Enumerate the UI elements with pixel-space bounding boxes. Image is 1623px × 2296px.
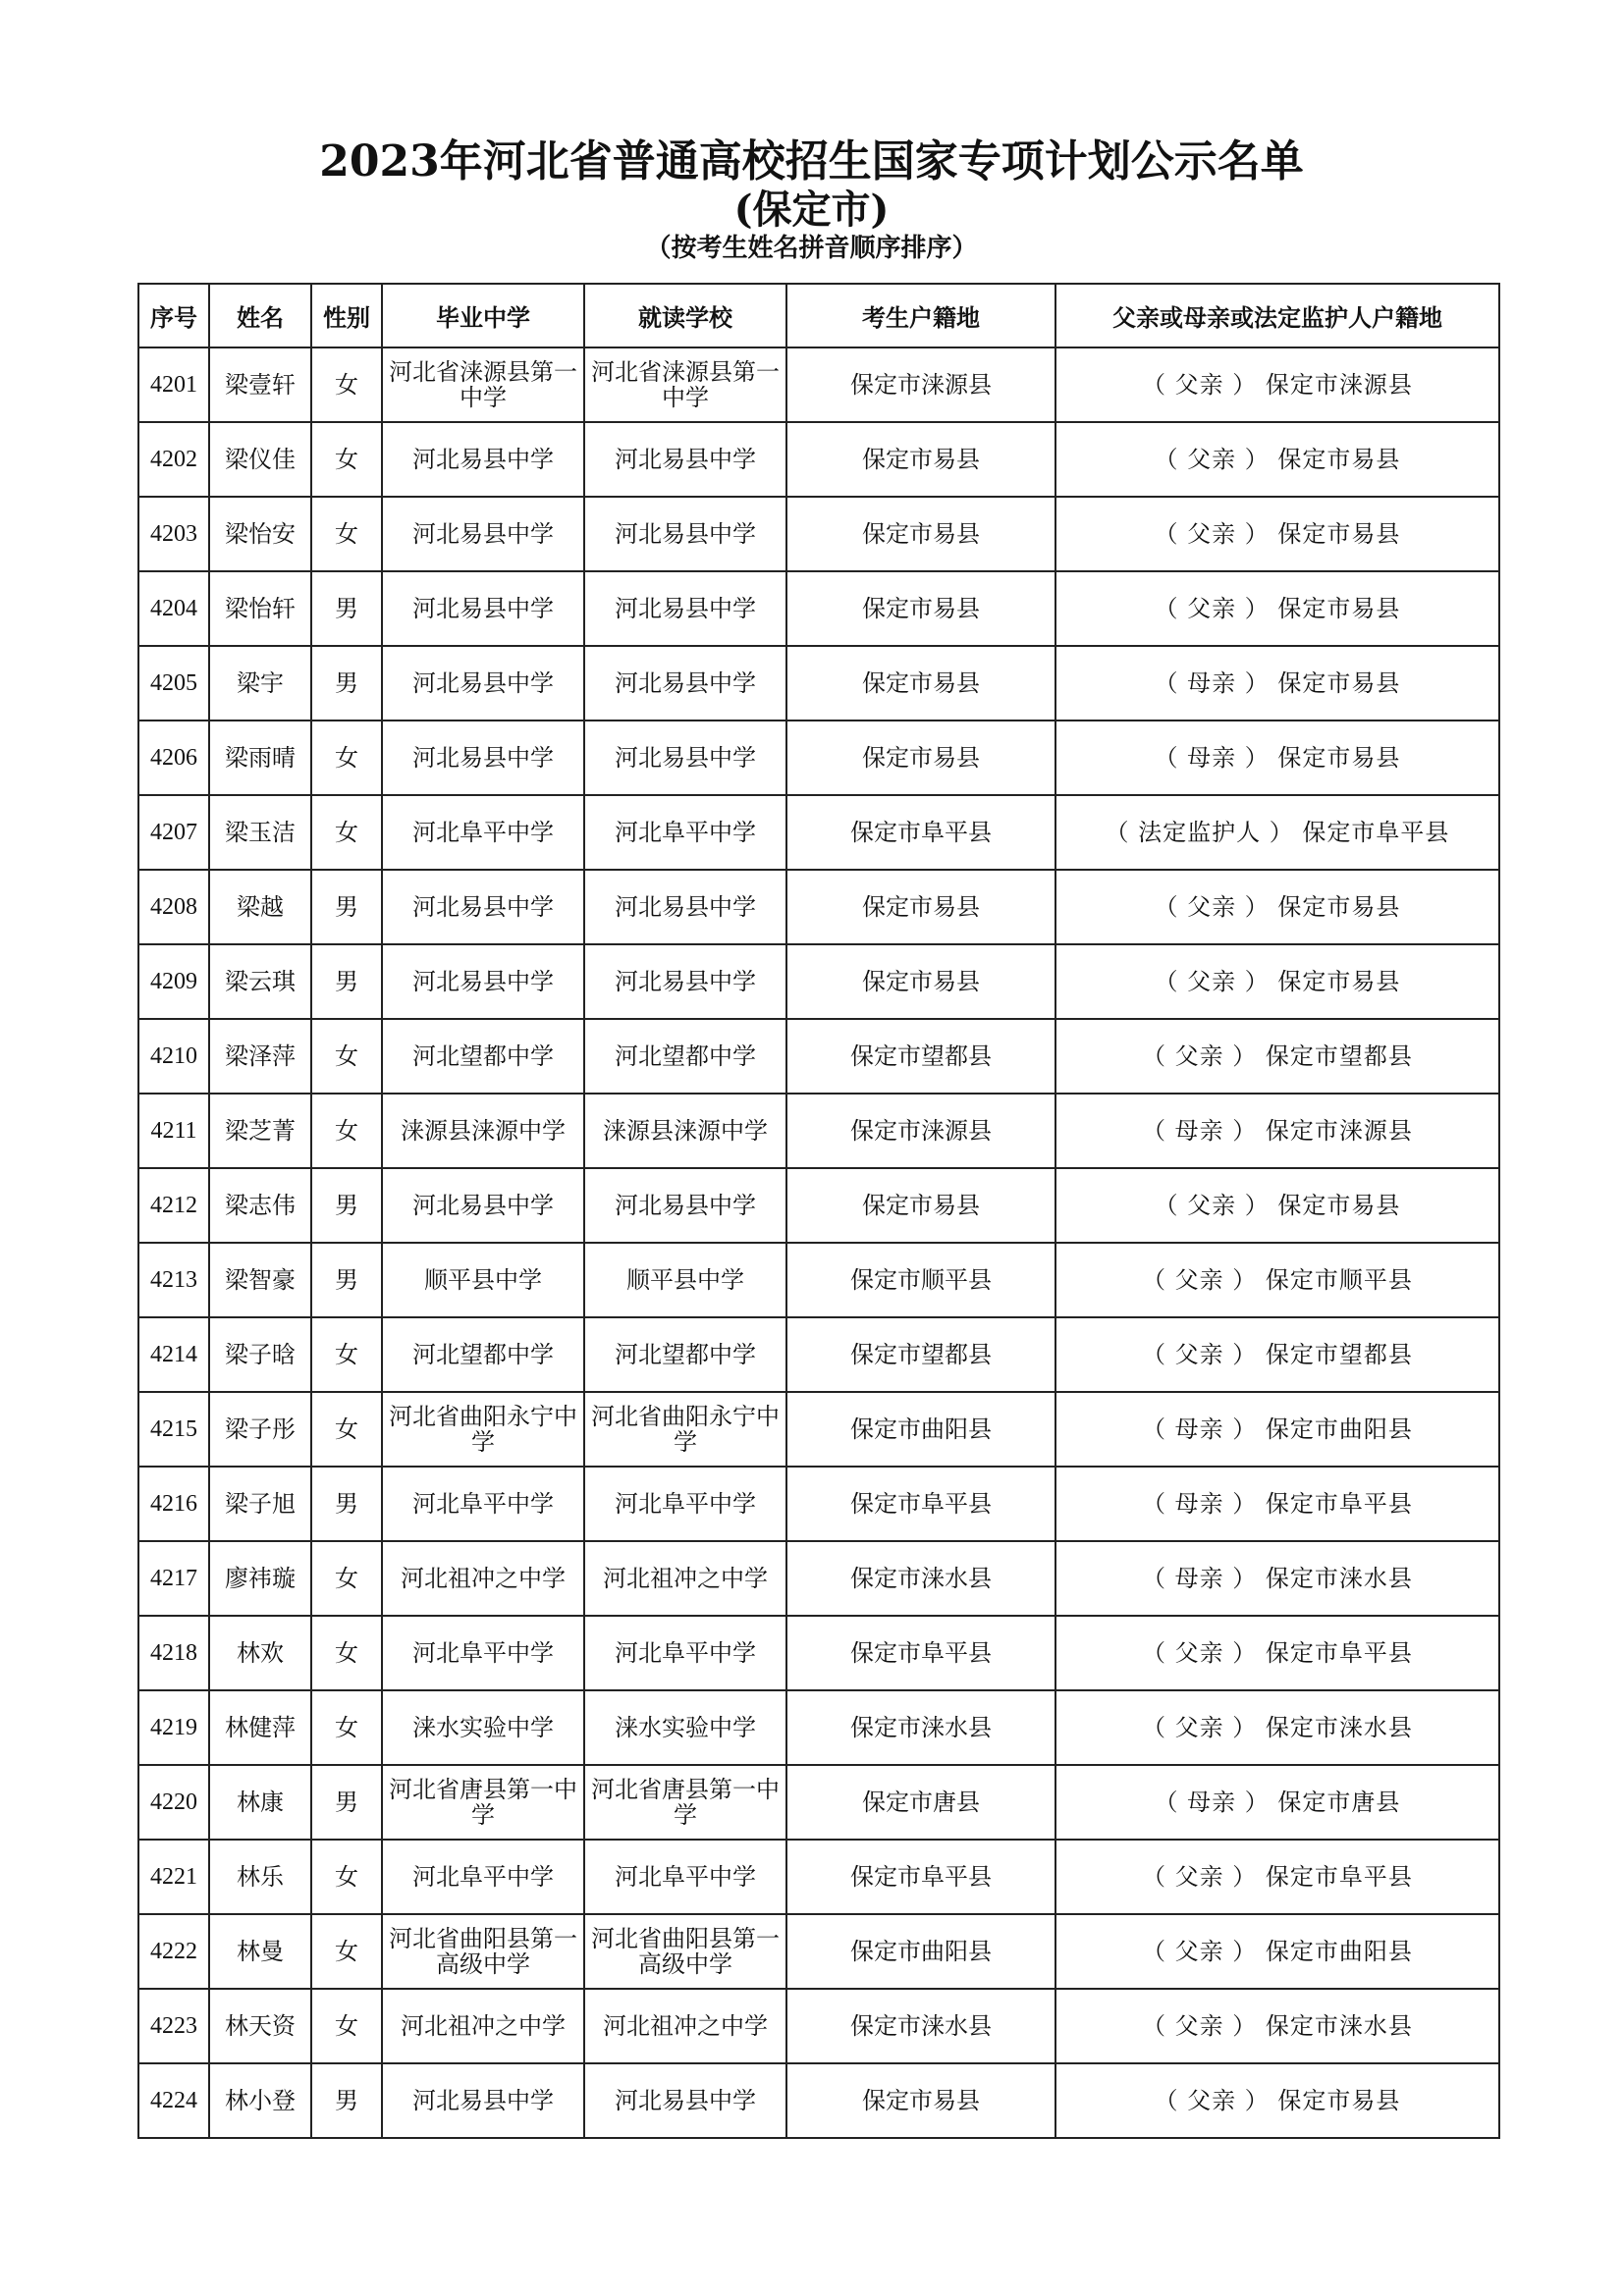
cell-grad-school: 河北阜平中学 [382, 1840, 584, 1914]
cell-name: 林康 [209, 1765, 311, 1840]
cell-study-school: 河北阜平中学 [584, 1467, 786, 1541]
cell-name: 廖祎璇 [209, 1541, 311, 1616]
cell-guardian-hukou: （ 母亲 ） 保定市阜平县 [1055, 1467, 1499, 1541]
cell-hukou: 保定市顺平县 [786, 1243, 1055, 1317]
cell-grad-school: 河北阜平中学 [382, 1467, 584, 1541]
cell-study-school: 河北省唐县第一中学 [584, 1765, 786, 1840]
table-row [138, 1840, 1499, 1914]
cell-name: 梁雨晴 [209, 721, 311, 795]
cell-grad-school: 河北省涞源县第一中学 [382, 347, 584, 422]
cell-id: 4210 [138, 1019, 209, 1094]
cell-gender: 男 [311, 646, 382, 721]
cell-grad-school: 河北易县中学 [382, 2063, 584, 2138]
cell-name: 林小登 [209, 2063, 311, 2138]
cell-grad-school: 河北易县中学 [382, 571, 584, 646]
cell-guardian-hukou: （ 父亲 ） 保定市易县 [1055, 1168, 1499, 1243]
table-row [138, 1168, 1499, 1243]
table-row [138, 1467, 1499, 1541]
cell-hukou: 保定市望都县 [786, 1019, 1055, 1094]
cell-study-school: 河北阜平中学 [584, 1616, 786, 1690]
table-row [138, 870, 1499, 944]
cell-hukou: 保定市唐县 [786, 1765, 1055, 1840]
cell-study-school: 河北望都中学 [584, 1019, 786, 1094]
cell-name: 林健萍 [209, 1690, 311, 1765]
table-row [138, 795, 1499, 870]
cell-grad-school: 涞源县涞源中学 [382, 1094, 584, 1168]
table-row [138, 1243, 1499, 1317]
cell-guardian-hukou: （ 父亲 ） 保定市望都县 [1055, 1019, 1499, 1094]
cell-id: 4217 [138, 1541, 209, 1616]
col-header-gender: 性别 [311, 284, 382, 347]
cell-name: 梁玉洁 [209, 795, 311, 870]
cell-study-school: 河北易县中学 [584, 2063, 786, 2138]
table-row [138, 646, 1499, 721]
cell-gender: 女 [311, 1914, 382, 1989]
cell-hukou: 保定市易县 [786, 2063, 1055, 2138]
table-row [138, 1690, 1499, 1765]
cell-gender: 女 [311, 347, 382, 422]
cell-study-school: 河北省曲阳永宁中学 [584, 1392, 786, 1467]
cell-study-school: 河北易县中学 [584, 571, 786, 646]
table-row [138, 944, 1499, 1019]
cell-name: 梁怡安 [209, 497, 311, 571]
table-row [138, 1765, 1499, 1840]
table-header-row [138, 284, 1499, 347]
cell-grad-school: 河北省唐县第一中学 [382, 1765, 584, 1840]
table-row [138, 1019, 1499, 1094]
cell-gender: 男 [311, 1765, 382, 1840]
cell-gender: 女 [311, 1392, 382, 1467]
cell-guardian-hukou: （ 父亲 ） 保定市曲阳县 [1055, 1914, 1499, 1989]
cell-gender: 女 [311, 1317, 382, 1392]
cell-guardian-hukou: （ 母亲 ） 保定市易县 [1055, 721, 1499, 795]
cell-gender: 女 [311, 795, 382, 870]
table-row [138, 1914, 1499, 1989]
cell-name: 梁智豪 [209, 1243, 311, 1317]
cell-guardian-hukou: （ 父亲 ） 保定市易县 [1055, 422, 1499, 497]
cell-id: 4213 [138, 1243, 209, 1317]
cell-hukou: 保定市阜平县 [786, 1467, 1055, 1541]
cell-name: 梁芝菁 [209, 1094, 311, 1168]
table-row [138, 422, 1499, 497]
cell-hukou: 保定市曲阳县 [786, 1392, 1055, 1467]
cell-guardian-hukou: （ 父亲 ） 保定市易县 [1055, 497, 1499, 571]
cell-gender: 女 [311, 1840, 382, 1914]
cell-grad-school: 河北易县中学 [382, 1168, 584, 1243]
cell-gender: 男 [311, 944, 382, 1019]
cell-name: 梁壹轩 [209, 347, 311, 422]
cell-id: 4219 [138, 1690, 209, 1765]
cell-id: 4211 [138, 1094, 209, 1168]
cell-name: 梁子晗 [209, 1317, 311, 1392]
cell-id: 4221 [138, 1840, 209, 1914]
cell-hukou: 保定市易县 [786, 1168, 1055, 1243]
cell-guardian-hukou: （ 父亲 ） 保定市涞水县 [1055, 1690, 1499, 1765]
cell-guardian-hukou: （ 父亲 ） 保定市涞源县 [1055, 347, 1499, 422]
table-row [138, 1616, 1499, 1690]
cell-hukou: 保定市涞水县 [786, 1989, 1055, 2063]
cell-guardian-hukou: （ 法定监护人 ） 保定市阜平县 [1055, 795, 1499, 870]
roster-table [137, 283, 1500, 2139]
cell-grad-school: 河北易县中学 [382, 870, 584, 944]
cell-id: 4208 [138, 870, 209, 944]
cell-grad-school: 河北易县中学 [382, 721, 584, 795]
cell-id: 4207 [138, 795, 209, 870]
cell-guardian-hukou: （ 母亲 ） 保定市涞水县 [1055, 1541, 1499, 1616]
cell-study-school: 河北易县中学 [584, 646, 786, 721]
cell-hukou: 保定市阜平县 [786, 1840, 1055, 1914]
cell-hukou: 保定市易县 [786, 422, 1055, 497]
cell-gender: 男 [311, 571, 382, 646]
cell-gender: 女 [311, 1019, 382, 1094]
table-body [138, 347, 1499, 2138]
cell-hukou: 保定市曲阳县 [786, 1914, 1055, 1989]
cell-grad-school: 涞水实验中学 [382, 1690, 584, 1765]
col-header-name: 姓名 [209, 284, 311, 347]
cell-grad-school: 河北省曲阳县第一高级中学 [382, 1914, 584, 1989]
cell-grad-school: 河北望都中学 [382, 1019, 584, 1094]
cell-name: 林天资 [209, 1989, 311, 2063]
cell-grad-school: 河北阜平中学 [382, 1616, 584, 1690]
cell-name: 梁子彤 [209, 1392, 311, 1467]
cell-gender: 女 [311, 1690, 382, 1765]
cell-id: 4202 [138, 422, 209, 497]
cell-gender: 女 [311, 721, 382, 795]
cell-hukou: 保定市阜平县 [786, 1616, 1055, 1690]
cell-guardian-hukou: （ 父亲 ） 保定市阜平县 [1055, 1616, 1499, 1690]
cell-study-school: 涞水实验中学 [584, 1690, 786, 1765]
cell-hukou: 保定市易县 [786, 944, 1055, 1019]
cell-name: 梁子旭 [209, 1467, 311, 1541]
cell-grad-school: 河北易县中学 [382, 944, 584, 1019]
cell-gender: 女 [311, 1541, 382, 1616]
table-row [138, 497, 1499, 571]
cell-name: 梁仪佳 [209, 422, 311, 497]
cell-study-school: 河北省涞源县第一中学 [584, 347, 786, 422]
cell-guardian-hukou: （ 母亲 ） 保定市曲阳县 [1055, 1392, 1499, 1467]
cell-guardian-hukou: （ 父亲 ） 保定市易县 [1055, 571, 1499, 646]
cell-grad-school: 河北省曲阳永宁中学 [382, 1392, 584, 1467]
cell-hukou: 保定市易县 [786, 870, 1055, 944]
cell-study-school: 河北易县中学 [584, 422, 786, 497]
cell-gender: 男 [311, 1243, 382, 1317]
cell-study-school: 顺平县中学 [584, 1243, 786, 1317]
cell-study-school: 河北阜平中学 [584, 795, 786, 870]
sort-note: （按考生姓名拼音顺序排序） [645, 234, 978, 263]
cell-name: 梁志伟 [209, 1168, 311, 1243]
cell-study-school: 河北祖冲之中学 [584, 1989, 786, 2063]
cell-id: 4222 [138, 1914, 209, 1989]
col-header-hukou: 考生户籍地 [786, 284, 1055, 347]
cell-guardian-hukou: （ 父亲 ） 保定市易县 [1055, 944, 1499, 1019]
cell-id: 4215 [138, 1392, 209, 1467]
cell-hukou: 保定市易县 [786, 646, 1055, 721]
cell-study-school: 河北易县中学 [584, 497, 786, 571]
cell-hukou: 保定市望都县 [786, 1317, 1055, 1392]
cell-grad-school: 顺平县中学 [382, 1243, 584, 1317]
cell-study-school: 涞源县涞源中学 [584, 1094, 786, 1168]
table-row [138, 721, 1499, 795]
cell-gender: 女 [311, 422, 382, 497]
cell-study-school: 河北易县中学 [584, 944, 786, 1019]
table-row [138, 1392, 1499, 1467]
cell-gender: 女 [311, 1094, 382, 1168]
col-header-id: 序号 [138, 284, 209, 347]
cell-grad-school: 河北望都中学 [382, 1317, 584, 1392]
cell-name: 林欢 [209, 1616, 311, 1690]
cell-study-school: 河北阜平中学 [584, 1840, 786, 1914]
cell-id: 4206 [138, 721, 209, 795]
cell-gender: 女 [311, 497, 382, 571]
cell-id: 4216 [138, 1467, 209, 1541]
table-row [138, 1094, 1499, 1168]
cell-gender: 女 [311, 1989, 382, 2063]
cell-guardian-hukou: （ 母亲 ） 保定市涞源县 [1055, 1094, 1499, 1168]
cell-guardian-hukou: （ 父亲 ） 保定市易县 [1055, 2063, 1499, 2138]
cell-guardian-hukou: （ 母亲 ） 保定市唐县 [1055, 1765, 1499, 1840]
cell-grad-school: 河北易县中学 [382, 497, 584, 571]
cell-id: 4204 [138, 571, 209, 646]
cell-name: 林乐 [209, 1840, 311, 1914]
cell-hukou: 保定市涞源县 [786, 347, 1055, 422]
cell-gender: 女 [311, 1616, 382, 1690]
cell-gender: 男 [311, 1467, 382, 1541]
cell-hukou: 保定市涞水县 [786, 1541, 1055, 1616]
cell-name: 梁泽萍 [209, 1019, 311, 1094]
cell-grad-school: 河北易县中学 [382, 646, 584, 721]
col-header-grad-school: 毕业中学 [382, 284, 584, 347]
cell-id: 4223 [138, 1989, 209, 2063]
cell-guardian-hukou: （ 父亲 ） 保定市顺平县 [1055, 1243, 1499, 1317]
cell-grad-school: 河北祖冲之中学 [382, 1541, 584, 1616]
cell-study-school: 河北易县中学 [584, 721, 786, 795]
page-title: 2023年河北省普通高校招生国家专项计划公示名单 [319, 136, 1304, 187]
table-row [138, 347, 1499, 422]
cell-gender: 男 [311, 1168, 382, 1243]
table-row [138, 1541, 1499, 1616]
cell-hukou: 保定市易县 [786, 721, 1055, 795]
cell-hukou: 保定市易县 [786, 497, 1055, 571]
cell-grad-school: 河北阜平中学 [382, 795, 584, 870]
cell-study-school: 河北省曲阳县第一高级中学 [584, 1914, 786, 1989]
cell-id: 4212 [138, 1168, 209, 1243]
cell-study-school: 河北祖冲之中学 [584, 1541, 786, 1616]
table-row [138, 2063, 1499, 2138]
cell-id: 4224 [138, 2063, 209, 2138]
cell-name: 林曼 [209, 1914, 311, 1989]
cell-guardian-hukou: （ 父亲 ） 保定市阜平县 [1055, 1840, 1499, 1914]
cell-guardian-hukou: （ 父亲 ） 保定市望都县 [1055, 1317, 1499, 1392]
cell-guardian-hukou: （ 母亲 ） 保定市易县 [1055, 646, 1499, 721]
cell-id: 4201 [138, 347, 209, 422]
cell-guardian-hukou: （ 父亲 ） 保定市易县 [1055, 870, 1499, 944]
cell-grad-school: 河北易县中学 [382, 422, 584, 497]
cell-study-school: 河北望都中学 [584, 1317, 786, 1392]
cell-name: 梁怡轩 [209, 571, 311, 646]
cell-name: 梁云琪 [209, 944, 311, 1019]
cell-gender: 男 [311, 2063, 382, 2138]
page-subtitle: (保定市) [733, 187, 890, 233]
cell-study-school: 河北易县中学 [584, 870, 786, 944]
cell-name: 梁宇 [209, 646, 311, 721]
cell-guardian-hukou: （ 父亲 ） 保定市涞水县 [1055, 1989, 1499, 2063]
cell-id: 4203 [138, 497, 209, 571]
cell-hukou: 保定市阜平县 [786, 795, 1055, 870]
table-row [138, 1317, 1499, 1392]
cell-id: 4218 [138, 1616, 209, 1690]
cell-id: 4220 [138, 1765, 209, 1840]
table-row [138, 571, 1499, 646]
cell-gender: 男 [311, 870, 382, 944]
cell-id: 4209 [138, 944, 209, 1019]
cell-id: 4205 [138, 646, 209, 721]
cell-id: 4214 [138, 1317, 209, 1392]
cell-grad-school: 河北祖冲之中学 [382, 1989, 584, 2063]
cell-name: 梁越 [209, 870, 311, 944]
cell-study-school: 河北易县中学 [584, 1168, 786, 1243]
cell-hukou: 保定市涞水县 [786, 1690, 1055, 1765]
col-header-study-school: 就读学校 [584, 284, 786, 347]
cell-hukou: 保定市涞源县 [786, 1094, 1055, 1168]
col-header-guardian-hukou: 父亲或母亲或法定监护人户籍地 [1055, 284, 1499, 347]
table-row [138, 1989, 1499, 2063]
cell-hukou: 保定市易县 [786, 571, 1055, 646]
